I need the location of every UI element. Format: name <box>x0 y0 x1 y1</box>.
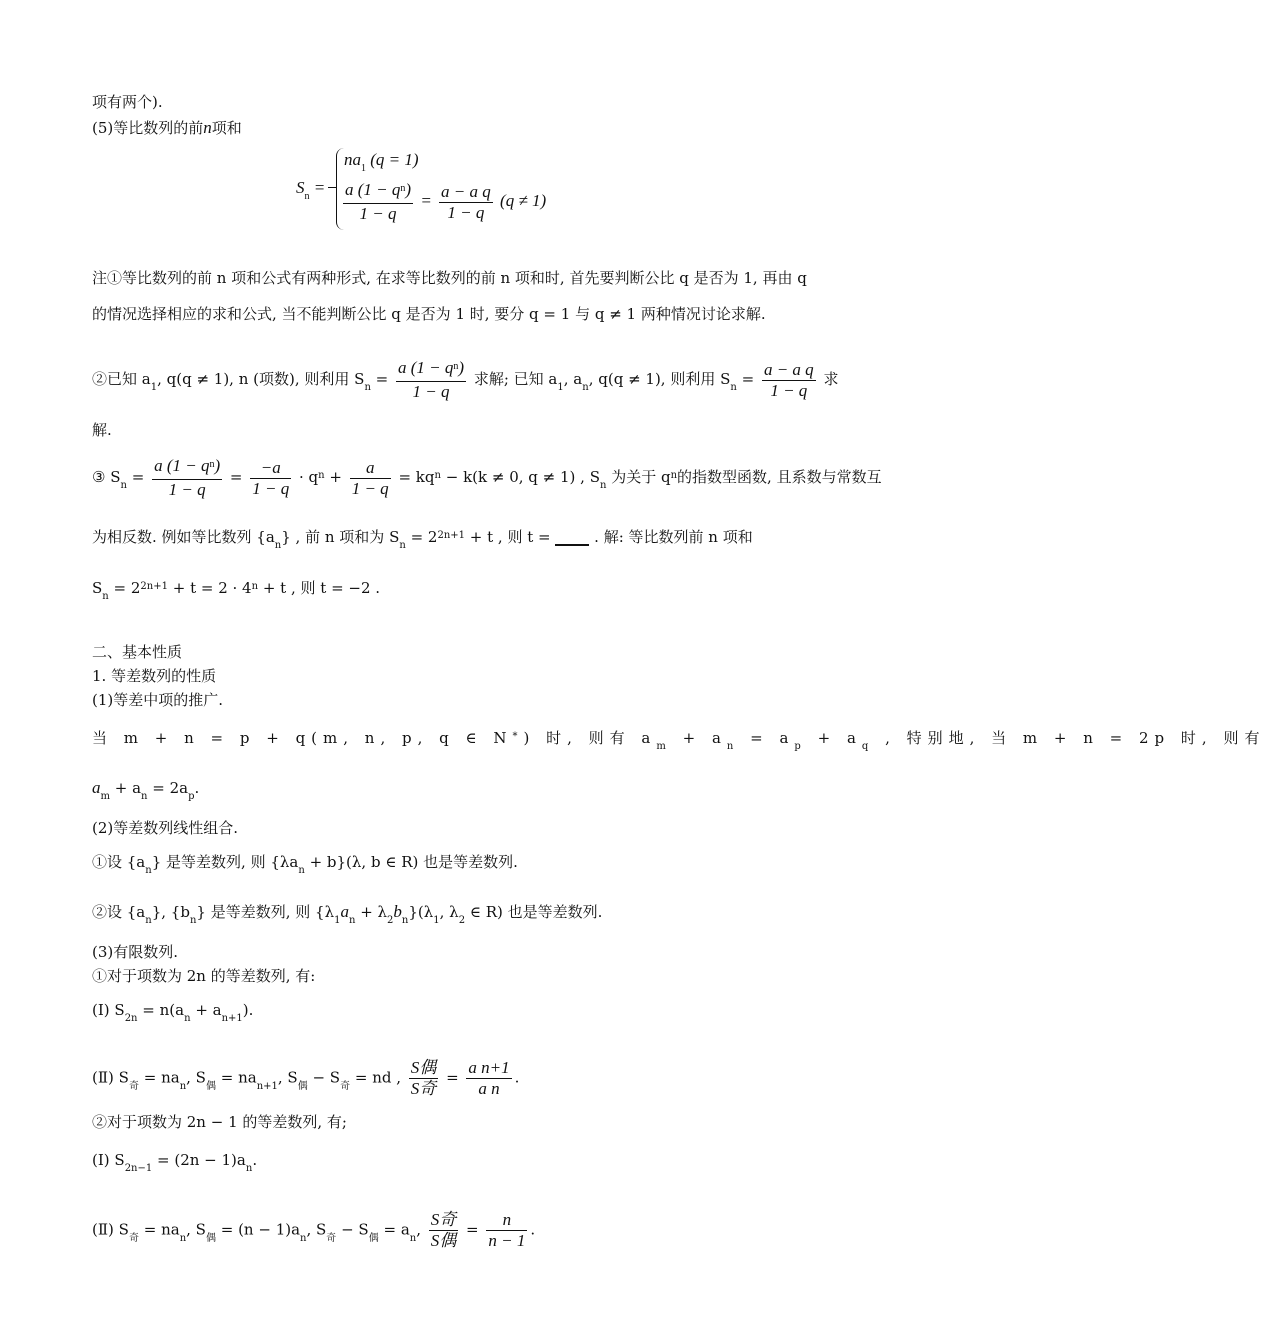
item3-heading: (3)有限数列. <box>92 943 179 961</box>
note3-fraction1: $\frac{a (1 - q^n)}{1 - q}$ <box>154 456 221 499</box>
item1-line2: $a_m + a_n = 2a_p$. <box>92 778 200 802</box>
intro-tail: 项有两个). <box>92 93 163 111</box>
subsection-title: 1. 等差数列的性质 <box>92 667 217 685</box>
gp-sum-case1: $na_1$ (q = 1) <box>344 150 419 174</box>
case2b-fraction: $\frac{\text{a − a q}}{1 - q}$ <box>441 181 491 222</box>
note3-fraction2: $\frac{-a}{1 - q}$ <box>252 457 290 498</box>
note2-line2: 解. <box>92 421 112 439</box>
section-title: 二、基本性质 <box>92 643 183 661</box>
case2-fraction: $\frac{a (1 - q^n)}{1 - q}$ <box>345 180 412 223</box>
item2-heading: (2)等差数列线性组合. <box>92 819 239 837</box>
item3-b2-fraction1: $\frac{\text{S奇}}{\text{S偶}}$ <box>430 1210 457 1250</box>
item3-a2: (Ⅱ) $S_奇 = na_n$, $S_偶 = na_{n+1}$, $S_偶 - S_奇$ = nd , $\frac{\text{S偶}}{\text{S奇}}$ = $\frac{\text{a n+1}}{\text{a n}}$ . <box>92 1058 520 1098</box>
gp-sum-heading: (5)等比数列的前n项和 <box>92 118 242 137</box>
item2-a: ①设 $\{a_n\}$ 是等差数列, 则 $\{\lambda a_n + b\}(\lambda$, b ∈ R) 也是等差数列. <box>92 853 518 876</box>
note3-line1: ③ $S_n$ = $\frac{a (1 - q^n)}{1 - q}$ = $\frac{-a}{1 - q}$ · $q^n$ + $\frac{a}{1 - q}$ = $kq^n - k(k \ne 0$, q ≠ 1) , $S_n$ 为关于 $q^n$的指数型函数, 且系数与常数互 <box>92 456 882 499</box>
note3-line3: $S_n = 2^{2n+1} + t = 2 \cdot 4^n + t$ , 则 t = −2 . <box>92 579 381 602</box>
answer-blank <box>555 530 589 546</box>
item1-line1: 当 m + n = p + q(m, n, p, q ∈ N*) 时, 则有 $a_m + a_n = a_p + a_q$ , 特别地, 当 m + n = 2p 时, 则有 <box>92 729 1265 752</box>
note1-line2: 的情况选择相应的求和公式, 当不能判断公比 q 是否为 1 时, 要分 q = 1 与 q ≠ 1 两种情况讨论求解. <box>92 305 766 323</box>
item2-b: ②设 $\{a_n\}$, $\{b_n\}$ 是等差数列, 则 $\{\lambda_1a_n + \lambda_2b_n\}(\lambda_1$, $\lambda_2$ ∈ R) 也是等差数列. <box>92 902 603 926</box>
item3-a2-fraction1: $\frac{\text{S偶}}{\text{S奇}}$ <box>410 1058 437 1098</box>
gp-sum-lhs: $S_n$ = <box>296 178 326 202</box>
item3-a1: (Ⅰ) $S_{2n} = n(a_n + a_{n+1})$. <box>92 1001 254 1024</box>
item3-a-heading: ①对于项数为 2n 的等差数列, 有: <box>92 967 316 985</box>
note2-fraction1: $\frac{a (1 - q^n)}{1 - q}$ <box>398 358 465 401</box>
item3-b2-fraction2: $\frac{n}{n - 1}$ <box>488 1210 526 1250</box>
item3-b1: (Ⅰ) $S_{2n-1} = (2n - 1)a_n$. <box>92 1151 258 1174</box>
item3-a2-fraction2: $\frac{\text{a n+1}}{\text{a n}}$ <box>468 1058 510 1098</box>
item3-b-heading: ②对于项数为 2n − 1 的等差数列, 有; <box>92 1113 347 1131</box>
note2-fraction2: $\frac{\text{a − a q}}{1 - q}$ <box>763 359 814 400</box>
gp-sum-case2: $\frac{a (1 - q^n)}{1 - q}$ = $\frac{\text{a − a q}}{1 - q}$ (q ≠ 1) <box>345 180 547 223</box>
note2-line1: ②已知 $a_1$, q(q ≠ 1), n (项数), 则利用 $S_n$ = $\frac{a (1 - q^n)}{1 - q}$ 求解; 已知 $a_1$, $a_n$, q(q ≠ 1), 则利用 $S_n$ = $\frac{\text{a − a q}}{1 - q}$ 求 <box>92 358 839 401</box>
note3-fraction3: $\frac{a}{1 - q}$ <box>351 457 389 498</box>
item1-heading: (1)等差中项的推广. <box>92 691 224 709</box>
note3-line2: 为相反数. 例如等比数列 $\{a_n\}$ , 前 n 项和为 $S_n = 2^{2n+1} + t$ , 则 t = . 解: 等比数列前 n 项和 <box>92 528 753 551</box>
item3-b2: (Ⅱ) $S_奇 = na_n$, $S_偶 = (n - 1)a_n$, $S_奇 - S_偶 = a_n$, $\frac{\text{S奇}}{\text{S偶}}$ = $\frac{n}{n - 1}$ . <box>92 1210 536 1250</box>
note1-line1: 注①等比数列的前 n 项和公式有两种形式, 在求等比数列的前 n 项和时, 首先要判断公比 q 是否为 1, 再由 q <box>92 269 807 287</box>
